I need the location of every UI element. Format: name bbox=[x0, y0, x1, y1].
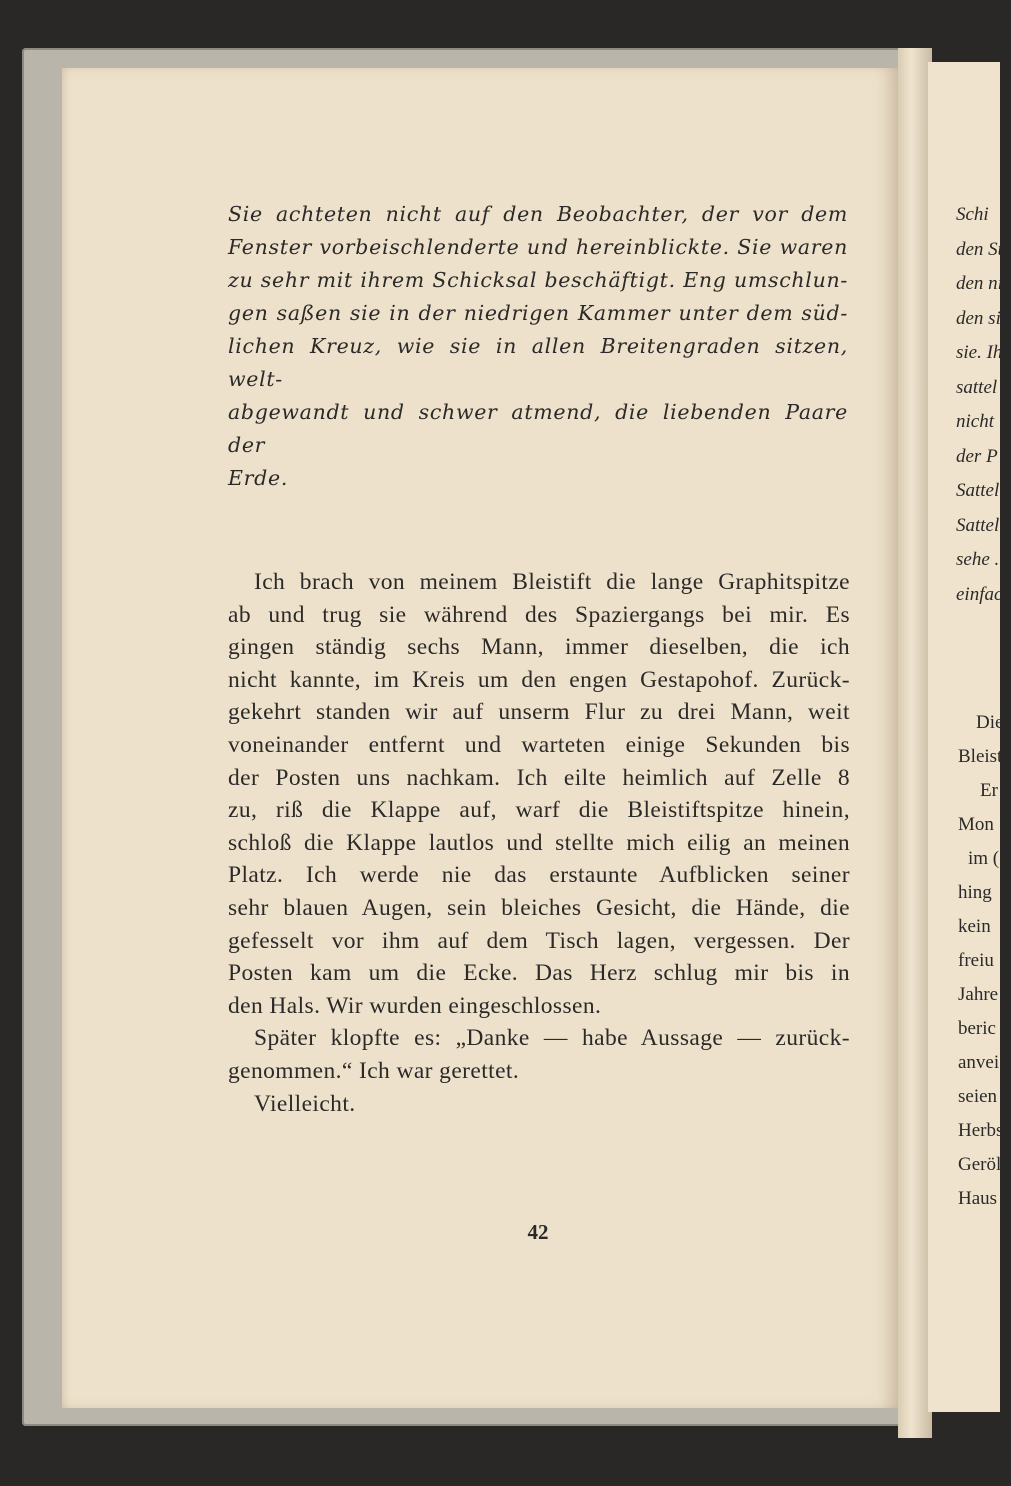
text-line: genommen.“ Ich war gerettet. bbox=[228, 1057, 520, 1084]
italic-line: Erde. bbox=[228, 466, 289, 490]
facing-line: einfac bbox=[956, 583, 1003, 605]
facing-line: sattel bbox=[956, 376, 998, 398]
text-line: nicht kannte, im Kreis um den engen Gestapohof. Zurück- bbox=[228, 666, 850, 693]
facing-line: Haus bbox=[958, 1188, 998, 1209]
italic-line: lichen Kreuz, wie sie in allen Breitengraden sitzen, welt- bbox=[228, 334, 848, 391]
page-number: 42 bbox=[527, 1220, 549, 1244]
facing-line: Mon bbox=[958, 814, 994, 835]
text-line: gekehrt standen wir auf unserm Flur zu drei Mann, weit bbox=[228, 699, 850, 726]
text-line: sehr blauen Augen, sein bleiches Gesicht, die Hände, die bbox=[228, 894, 850, 921]
facing-line: anvei bbox=[958, 1052, 1000, 1073]
facing-line: Die bbox=[976, 712, 1004, 733]
facing-line: freiu bbox=[958, 950, 994, 971]
text-line: den Hals. Wir wurden eingeschlossen. bbox=[228, 992, 602, 1019]
facing-line: den nic bbox=[956, 273, 1011, 294]
facing-line: Schi bbox=[956, 204, 989, 225]
text-line: Später klopfte es: „Danke — habe Aussage — zurück- bbox=[254, 1025, 850, 1052]
text-line: voneinander entfernt und warteten einige Sekunden bis bbox=[228, 731, 850, 758]
italic-line: zu sehr mit ihrem Schicksal beschäftigt. Eng umschlun- bbox=[228, 268, 848, 292]
text-line: der Posten uns nachkam. Ich eilte heimlich auf Zelle 8 bbox=[228, 764, 850, 791]
facing-line: sehe . bbox=[956, 549, 1000, 570]
facing-line: Jahre bbox=[958, 984, 999, 1005]
facing-line: Geröl bbox=[958, 1154, 1002, 1175]
facing-line: Sattel bbox=[956, 480, 1000, 501]
facing-line: Herbs bbox=[958, 1120, 1004, 1141]
italic-line: abgewandt und schwer atmend, die liebenden Paare der bbox=[228, 400, 848, 457]
text-line: zu, riß die Klappe auf, warf die Bleistiftspitze hinein, bbox=[228, 797, 850, 824]
facing-line: den St bbox=[956, 238, 1003, 260]
text-line: Vielleicht. bbox=[254, 1090, 356, 1117]
facing-line: seien bbox=[958, 1086, 998, 1107]
facing-line: sie. Ih bbox=[956, 342, 1003, 363]
text-line: Posten kam um die Ecke. Das Herz schlug mir bis in bbox=[228, 960, 850, 987]
facing-line: den si bbox=[956, 307, 1001, 329]
facing-page-text-top bbox=[956, 198, 1011, 612]
facing-line: kein bbox=[958, 916, 991, 937]
facing-line: der P bbox=[956, 445, 998, 467]
facing-line: hing bbox=[958, 882, 992, 903]
italic-line: Fenster vorbeischlenderte und hereinblickte. Sie waren bbox=[228, 235, 848, 259]
main-text bbox=[228, 566, 850, 1120]
text-line: schloß die Klappe lautlos und stellte mich eilig an meinen bbox=[228, 829, 850, 856]
text-line: gingen ständig sechs Mann, immer dieselben, die ich bbox=[228, 634, 850, 661]
facing-line: Bleist bbox=[958, 746, 1003, 767]
text-line: Platz. Ich werde nie das erstaunte Aufblicken seiner bbox=[228, 862, 850, 889]
text-line: ab und trug sie während des Spaziergangs bei mir. Es bbox=[228, 601, 850, 628]
facing-line: nicht bbox=[956, 411, 994, 432]
facing-line: beric bbox=[958, 1018, 996, 1039]
text-line: Ich brach von meinem Bleistift die lange Graphitspitze bbox=[254, 569, 850, 595]
facing-line: im ( bbox=[968, 848, 1000, 869]
facing-line: Er bbox=[980, 780, 998, 801]
italic-paragraph bbox=[228, 198, 848, 495]
facing-page-text-bottom bbox=[958, 706, 1002, 1216]
book-gutter bbox=[898, 48, 932, 1438]
text-line: gefesselt vor ihm auf dem Tisch lagen, vergessen. Der bbox=[228, 927, 850, 954]
facing-line: Sattel bbox=[956, 514, 1000, 536]
italic-line: Sie achteten nicht auf den Beobachter, der vor dem bbox=[228, 202, 848, 226]
italic-line: gen saßen sie in der niedrigen Kammer unter dem süd- bbox=[228, 301, 848, 325]
